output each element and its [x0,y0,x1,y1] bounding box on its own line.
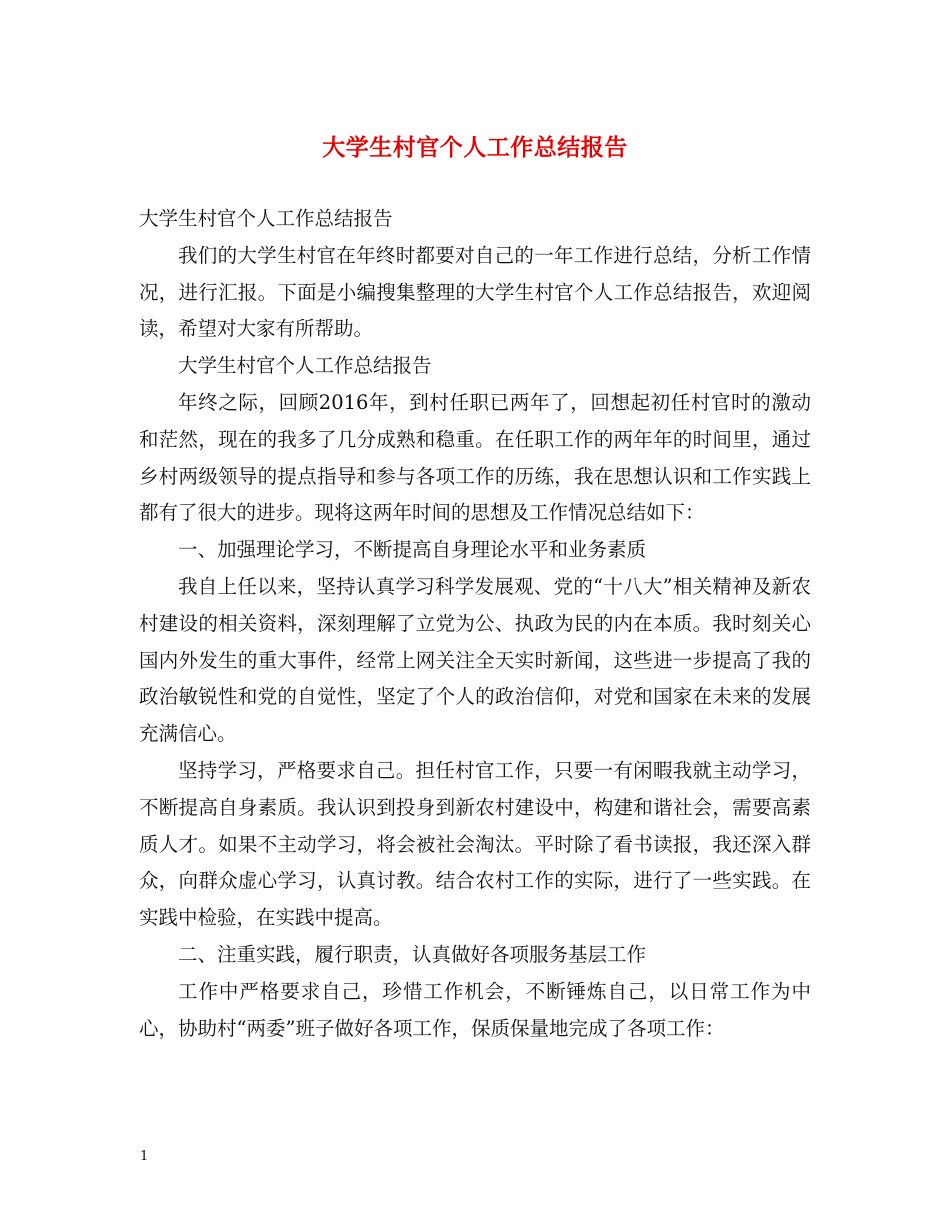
paragraph-work: 工作中严格要求自己，珍惜工作机会，不断锤炼自己，以日常工作为中心，协助村“两委”班子做好各项工作，保质保量地完成了各项工作： [139,979,811,1040]
paragraph-theory-study: 我自上任以来，坚持认真学习科学发展观、党的“十八大”相关精神及新农村建设的相关资料，深刻理解了立党为公、执政为民的内在本质。我时刻关心国内外发生的重大事件，经常上网关注全天实时新闻，这些进一步提高了我的政治敏锐性和党的自觉性，坚定了个人的政治信仰，对党和国家在未来的发展充满信心。 [139,574,811,746]
paragraph-heading: 大学生村官个人工作总结报告 [139,207,393,230]
section-heading-2: 二、注重实践，履行职责，认真做好各项服务基层工作 [178,942,647,966]
document-title: 大学生村官个人工作总结报告 [322,134,628,161]
document-body [139,201,811,1047]
section-heading-1: 一、加强理论学习，不断提高自身理论水平和业务素质 [178,538,647,562]
paragraph-persist-study: 坚持学习，严格要求自己。担任村官工作，只要一有闲暇我就主动学习，不断提高自身素质。我认识到投身到新农村建设中，构建和谐社会，需要高素质人才。如果不主动学习，将会被社会淘汰。平时除了看书读报，我还深入群众，向群众虚心学习，认真讨教。结合农村工作的实际，进行了一些实践。在实践中检验，在实践中提高。 [139,758,811,930]
paragraph-subtitle: 大学生村官个人工作总结报告 [178,354,432,378]
paragraph-review: 年终之际，回顾2016年，到村任职已两年了，回想起初任村官时的激动和茫然，现在的我多了几分成熟和稳重。在任职工作的两年年的时间里，通过乡村两级领导的提点指导和参与各项工作的历练，我在思想认识和工作实践上都有了很大的进步。现将这两年时间的思想及工作情况总结如下： [139,390,811,525]
paragraph-intro: 我们的大学生村官在年终时都要对自己的一年工作进行总结，分析工作情况，进行汇报。下面是小编搜集整理的大学生村官个人工作总结报告，欢迎阅读，希望对大家有所帮助。 [139,243,811,341]
page-number: 1 [140,1149,149,1164]
